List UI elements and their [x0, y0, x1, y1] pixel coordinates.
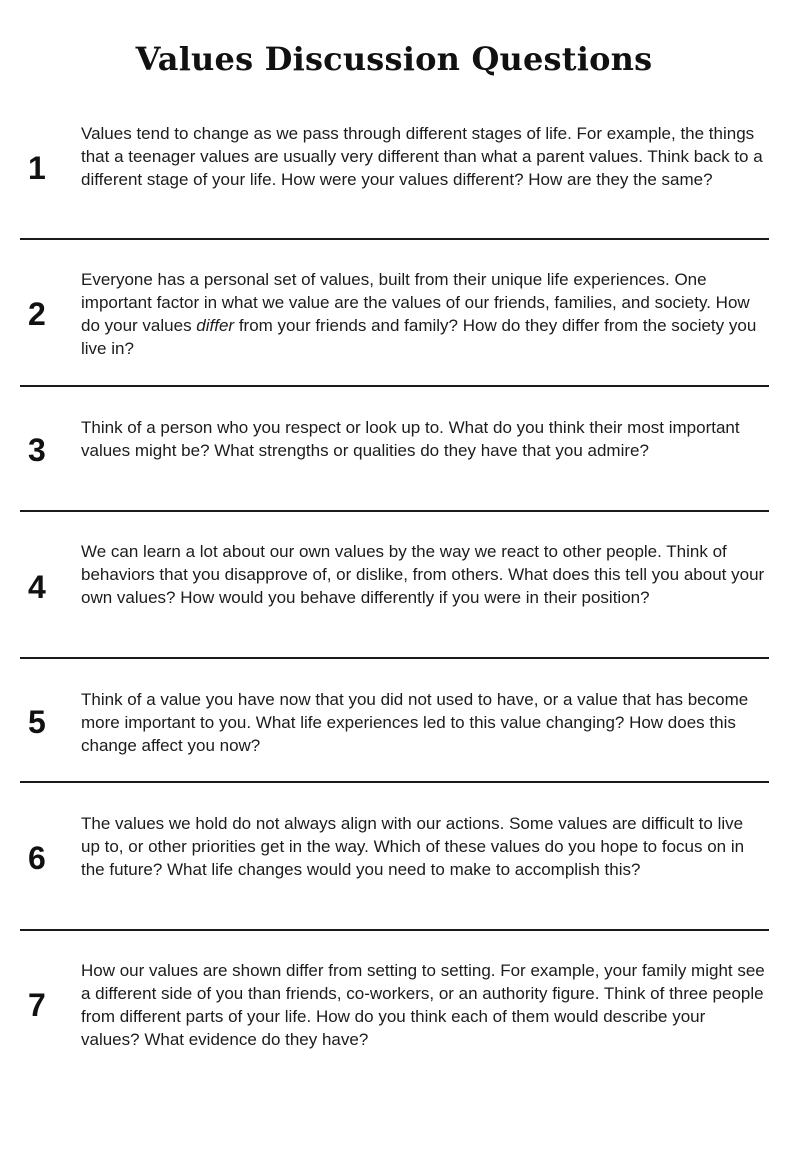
divider	[20, 781, 769, 783]
question-number: 7	[28, 987, 46, 1023]
question-text-part: Everyone has a personal set of values, built from their unique life experiences. One important factor in what we value are the values of our friends, families, and society. How do your values	[81, 270, 750, 335]
question-number: 1	[28, 150, 46, 186]
divider	[20, 385, 769, 387]
divider	[20, 657, 769, 659]
question-number: 5	[28, 704, 46, 740]
divider	[20, 929, 769, 931]
page-title: Values Discussion Questions	[135, 40, 653, 78]
question-text-emphasis: differ	[196, 316, 235, 335]
question-text: How our values are shown differ from setting to setting. For example, your family might see a different side of you than friends, co-workers, or an authority figure. Think of three people from different parts of your life. How do you think each of them would describe your values? What evidence do they have?	[81, 961, 765, 1049]
question-text-part: from your friends and family? How do they differ from the society you live in?	[81, 316, 757, 358]
question-number: 2	[28, 296, 46, 332]
question-text: Values tend to change as we pass through different stages of life. For example, the things that a teenager values are usually very different than what a parent values. Think back to a different stage of your life. How were your values different? How are they the same?	[81, 124, 763, 189]
question-text: Think of a person who you respect or look up to. What do you think their most important values might be? What strengths or qualities do they have that you admire?	[81, 418, 740, 460]
question-text: Think of a value you have now that you did not used to have, or a value that has become more important to you. What life experiences led to this value changing? How does this change affect you now?	[81, 690, 749, 755]
question-number: 3	[28, 432, 46, 468]
question-text: The values we hold do not always align with our actions. Some values are difficult to live up to, or other priorities get in the way. Which of these values do you hope to focus on in the future? What life changes would you need to make to accomplish this?	[81, 814, 745, 879]
divider	[20, 510, 769, 512]
question-text: We can learn a lot about our own values by the way we react to other people. Think of behaviors that you disapprove of, or dislike, from others. What does this tell you about your own values? How would you behave differently if you were in their position?	[81, 542, 765, 607]
question-text	[81, 268, 766, 360]
question-number: 4	[28, 569, 46, 605]
question-number: 6	[28, 840, 46, 876]
divider	[20, 238, 769, 240]
